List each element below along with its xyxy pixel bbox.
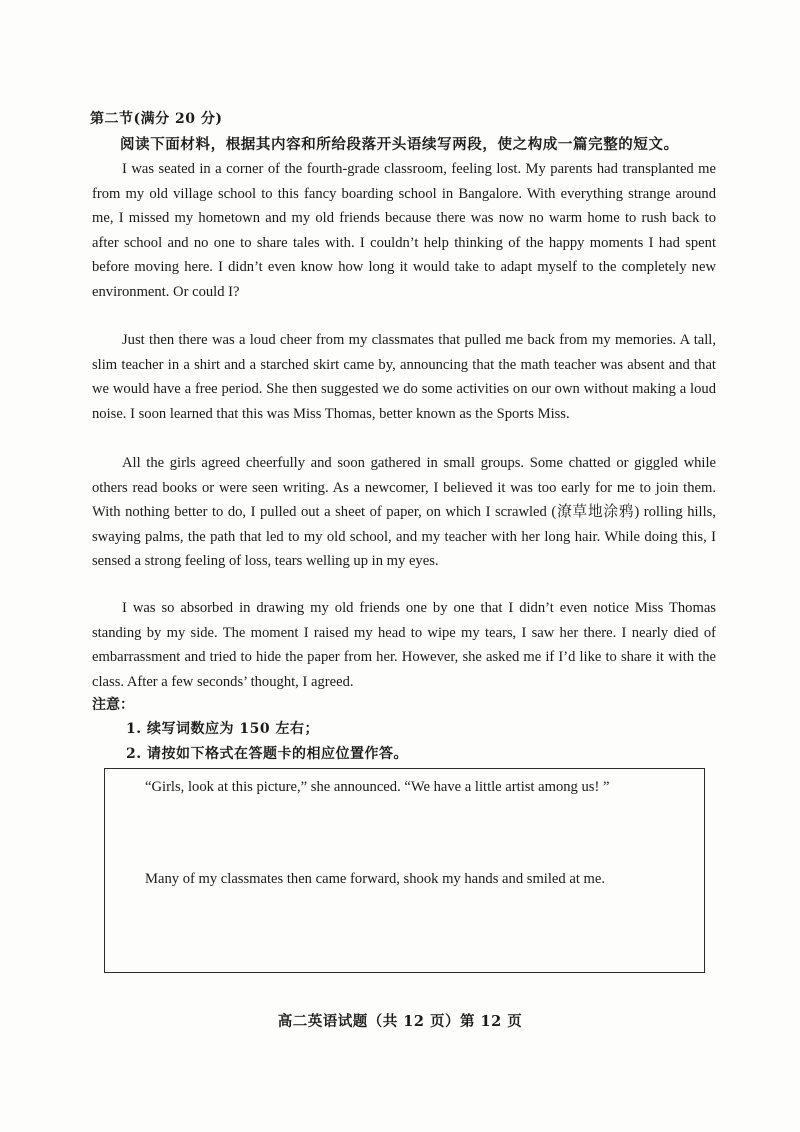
answer-box: [104, 768, 705, 973]
paragraph-opening-1: “Girls, look at this picture,” she announced. “We have a little artist among us! ”: [145, 779, 610, 795]
task-instruction: 阅读下面材料，根据其内容和所给段落开头语续写两段，使之构成一篇完整的短文。: [120, 136, 679, 153]
note-item: 2. 请按如下格式在答题卡的相应位置作答。: [126, 746, 408, 762]
passage-paragraph-2: Just then there was a loud cheer from my classmates that pulled me back from my memories. A tall, slim teacher in a shirt and a starched skirt came by, announcing that the math teacher was absent and that we would have a free period. She then suggested we do some activities on our own without making a loud noise. I soon learned that this was Miss Thomas, better known as the Sports Miss.: [92, 332, 716, 422]
section-title: 第二节(满分 20 分): [90, 111, 223, 127]
passage-paragraph-3: All the girls agreed cheerfully and soon gathered in small groups. Some chatted or giggled while others read books or were seen writing. As a newcomer, I believed it was too early for me to join them. With nothing better to do, I pulled out a sheet of paper, on which I scrawled (潦草地涂鸦) rolling hills, swaying palms, the path that led to my old school, and my teacher with her long hair. While doing this, I sensed a strong feeling of loss, tears welling up in my eyes.: [92, 455, 716, 570]
note-item: 1. 续写词数应为 150 左右；: [126, 721, 319, 737]
notes-title: 注意：: [92, 697, 134, 713]
paragraph-opening-2: Many of my classmates then came forward, shook my hands and smiled at me.: [145, 871, 605, 887]
passage-paragraph-1: I was seated in a corner of the fourth-grade classroom, feeling lost. My parents had transplanted me from my old village school to this fancy boarding school in Bangalore. With everything strange around me, I missed my hometown and my old friends because there was now no warm home to rush back to after school and no one to share tales with. I couldn’t help thinking of the happy moments I had spent before moving here. I didn’t even know how long it would take to adapt myself to the completely new environment. Or could I?: [92, 161, 716, 300]
page-footer: 高二英语试题（共 12 页）第 12 页: [277, 1013, 523, 1030]
passage-paragraph-4: I was so absorbed in drawing my old friends one by one that I didn’t even notice Miss Thomas standing by my side. The moment I raised my head to wipe my tears, I saw her there. I nearly died of embarrassment and tried to hide the paper from her. However, she asked me if I’d like to share it with the class. After a few seconds’ thought, I agreed.: [92, 600, 716, 690]
